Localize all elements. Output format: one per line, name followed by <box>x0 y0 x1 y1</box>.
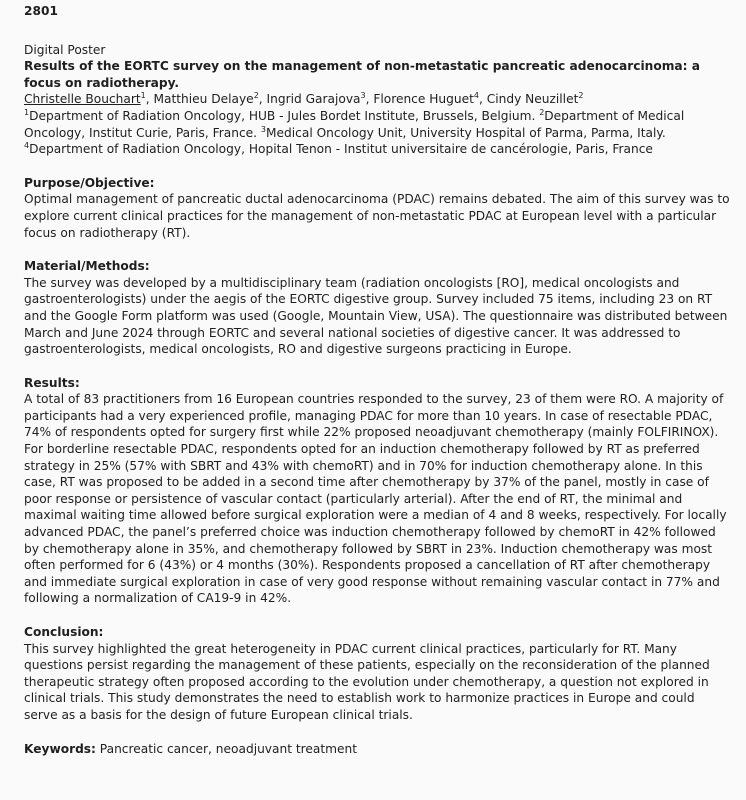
section-purpose <box>24 175 730 241</box>
affiliation-text: Department of Medical Oncology, Institut Curie, Paris, France. <box>24 108 685 140</box>
section-results <box>24 375 730 607</box>
keywords-label: Keywords: <box>24 741 96 756</box>
author-affiliation-mark: 3 <box>360 91 366 101</box>
affiliation-text: Department of Radiation Oncology, Hopital Tenon - Institut universitaire de cancérologie, Paris, France <box>29 142 653 157</box>
author-name: Cindy Neuzillet <box>486 92 579 107</box>
affiliation-mark: 3 <box>260 124 267 134</box>
affiliation-mark: 1 <box>24 107 30 117</box>
affiliation-list <box>24 108 730 158</box>
section-methods <box>24 258 730 358</box>
section-body: Optimal management of pancreatic ductal adenocarcinoma (PDAC) remains debated. The aim of this survey was to explore current clinical practices for the management of non-metastatic PDAC at European level with a particular focus on radiotherapy (RT). <box>24 192 730 240</box>
keywords-text: Pancreatic cancer, neoadjuvant treatment <box>95 741 357 756</box>
affiliation-mark: 2 <box>539 107 545 117</box>
section-body: This survey highlighted the great heterogeneity in PDAC current clinical practices, particularly for RT. Many questions persist regarding the management of these patients, especially on the reconsideration of the planned therapeutic strategy often proposed according to the evolution under chemotherapy, a question not explored in clinical trials. This study demonstrates the need to establish work to harmonize practices in Europe and could serve as a basis for the design of future European clinical trials. <box>24 641 710 722</box>
affiliation-text: Department of Radiation Oncology, HUB - Jules Bordet Institute, Brussels, Belgium. <box>29 108 536 123</box>
author-affiliation-mark: 1 <box>140 91 146 101</box>
author-name: Matthieu Delaye <box>153 92 254 107</box>
section-heading: Results: <box>24 375 80 390</box>
section-body: A total of 83 practitioners from 16 European countries responded to the survey, 23 of them were RO. A majority of participants had a very experienced profile, managing PDAC for more than 10 years. In case of resectable PDAC, 74% of respondents opted for surgery first while 22% proposed neoadjuvant chemotherapy (mainly FOLFIRINOX). For borderline resectable PDAC, respondents opted for an induction chemotherapy followed by RT as preferred strategy in 25% (57% with SBRT and 43% with chemoRT) and in 70% for induction chemotherapy alone. In this case, RT was proposed to be added in a second time after chemotherapy by 37% of the panel, mostly in case of poor response or persistence of vascular contact (particularly arterial). After the end of RT, the minimal and maximal waiting time allowed before surgical exploration were a median of 4 and 8 weeks, respectively. For locally advanced PDAC, the panel’s preferred choice was induction chemotherapy followed by chemoRT in 42% followed by chemotherapy alone in 35%, and chemotherapy followed by SBRT in 23%. Induction chemotherapy was most often performed for 6 (43%) or 4 months (30%). Respondents proposed a cancellation of RT after chemotherapy and immediate surgical exploration in case of very good response without remaining vascular contact in 77% and following a normalization of CA19-9 in 42%. <box>24 392 727 606</box>
section-heading: Conclusion: <box>24 625 104 639</box>
affiliation-mark: 4 <box>24 141 30 151</box>
author-name: Florence Huguet <box>373 92 474 107</box>
abstract-number: 2801 <box>24 4 58 18</box>
abstract-title: Results of the EORTC survey on the management of non-metastatic pancreatic adenocarcinoma: a focus on radiotherapy. <box>24 59 700 90</box>
author-affiliation-mark: 2 <box>253 91 259 101</box>
keywords <box>24 741 730 758</box>
author-name: Christelle Bouchart <box>24 92 141 107</box>
section-body: The survey was developed by a multidisciplinary team (radiation oncologists [RO], medical oncologists and gastroenterologists) under the aegis of the EORTC digestive group. Survey included 75 items, including 23 on RT and the Google Form platform was used (Google, Mountain View, USA). The questionnaire was distributed between March and June 2024 through EORTC and several national societies of digestive cancer. It was addressed to gastroenterologists, medical oncologists, RO and digestive surgeons practicing in Europe. <box>24 275 728 357</box>
session-type: Digital Poster <box>24 42 106 57</box>
author-affiliation-mark: 4 <box>473 91 479 101</box>
section-heading: Material/Methods: <box>24 259 150 274</box>
section-conclusion <box>24 624 730 724</box>
author-name: Ingrid Garajova <box>266 92 361 107</box>
author-list: Christelle Bouchart$^1$, Matthieu Delaye$^2$, Ingrid Garajova$^3$, Florence Huguet$^4$, Cindy Neuzillet$^2$ <box>24 91 584 107</box>
author-affiliation-mark: 2 <box>578 91 584 101</box>
section-heading: Purpose/Objective: <box>24 175 155 190</box>
affiliation-text: Medical Oncology Unit, University Hospital of Parma, Parma, Italy. <box>266 125 666 140</box>
